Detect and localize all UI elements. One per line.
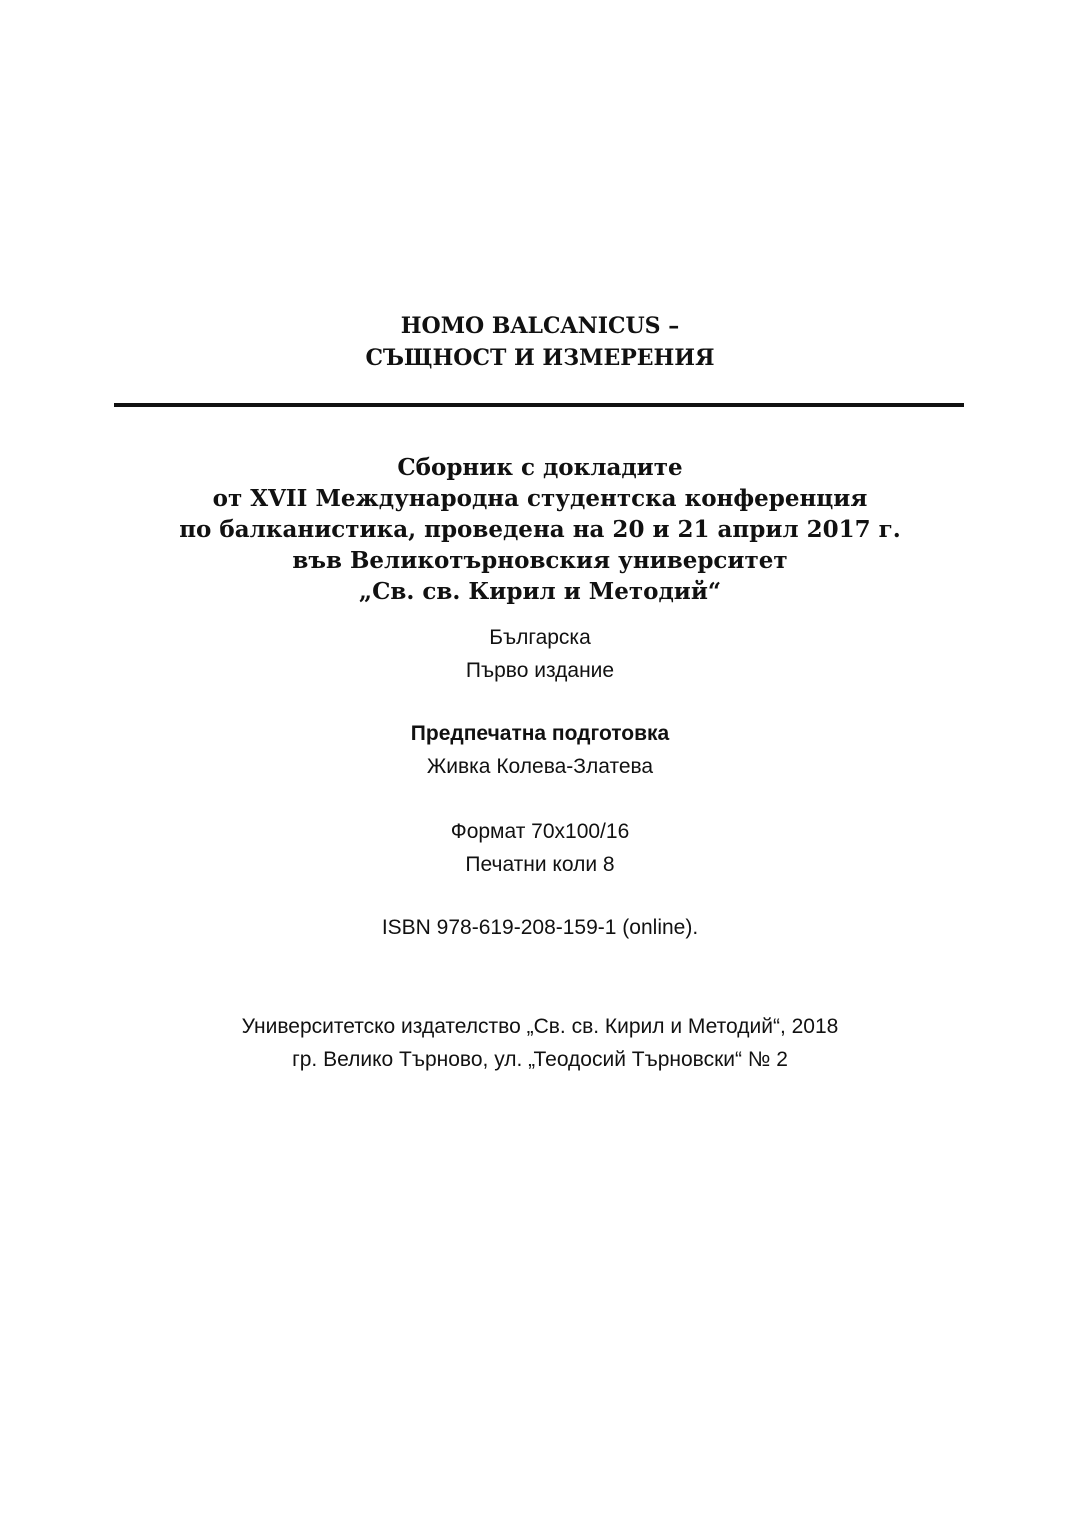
isbn-line: ISBN 978-619-208-159-1 (online). [381, 916, 699, 939]
edition-info [0, 621, 1080, 687]
horizontal-rule [114, 403, 964, 407]
book-title [0, 310, 1080, 374]
book-title-line-2: СЪЩНОСТ И ИЗМЕРЕНИЯ [365, 345, 715, 371]
publisher-line-1: Университетско издателство „Св. св. Кирил и Методий“, 2018 [241, 1015, 839, 1038]
publisher-info [0, 1010, 1080, 1076]
collection-description [0, 452, 1080, 607]
collection-line-1: Сборник с докладите [397, 454, 683, 481]
prepress-info [0, 717, 1080, 783]
collection-line-4: във Великотърновския университет [292, 547, 788, 574]
isbn-info [0, 911, 1080, 944]
format-line: Формат 70x100/16 [450, 820, 630, 843]
collection-line-3: по балканистика, проведена на 20 и 21 април 2017 г. [179, 516, 901, 543]
publisher-line-2: гр. Велико Търново, ул. „Теодосий Търновски“ № 2 [292, 1048, 788, 1071]
edition-language: Българска [489, 626, 591, 649]
prepress-label: Предпечатна подготовка [410, 722, 670, 745]
book-title-line-1: HOMO BALCANICUS – [400, 313, 680, 339]
format-info [0, 815, 1080, 881]
collection-line-5: „Св. св. Кирил и Методий“ [358, 578, 722, 605]
printed-sheets-line: Печатни коли 8 [465, 853, 615, 876]
collection-line-2: от XVII Международна студентска конференция [212, 485, 868, 512]
prepress-person: Живка Колева-Златева [426, 755, 654, 778]
edition-number: Първо издание [465, 659, 615, 682]
